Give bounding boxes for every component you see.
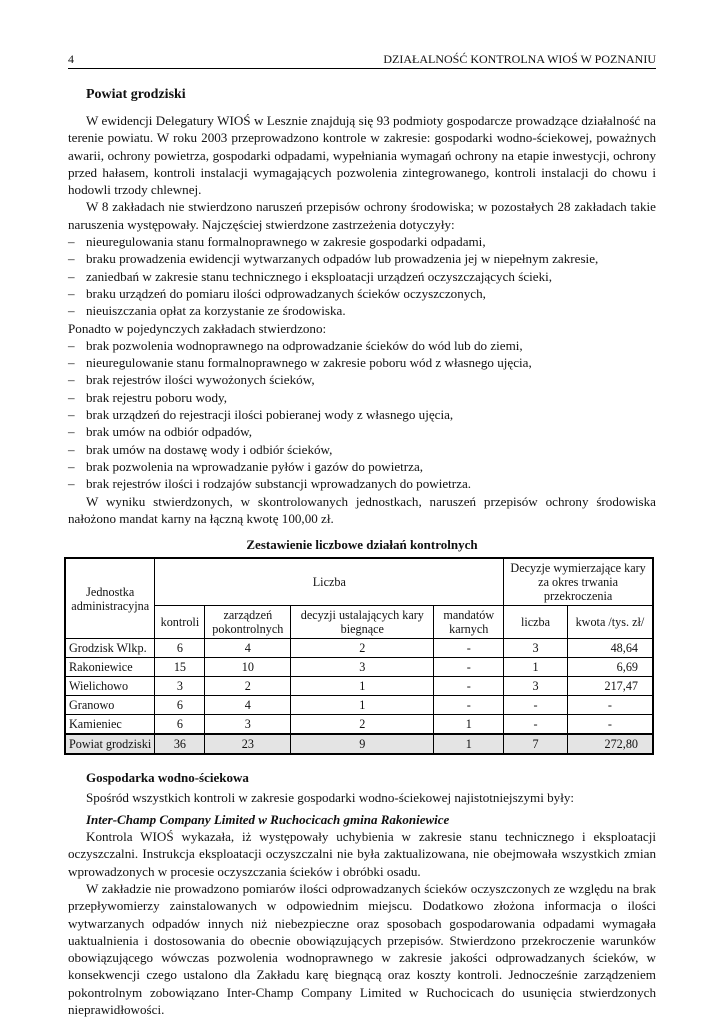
cell-decyzji: 1 — [291, 677, 434, 696]
table-row — [65, 658, 653, 677]
company-heading: Inter-Champ Company Limited w Ruchocicach gmina Rakoniewice — [86, 811, 450, 827]
col-header-kwota: kwota /tys. zł/ — [567, 606, 653, 639]
col-header-decyzji: decyzji ustalających kary biegnące — [291, 606, 434, 639]
cell-name: Powiat grodziski — [65, 734, 155, 754]
cell-decyzji: 9 — [291, 734, 434, 754]
cell-kwota: 272,80 — [567, 734, 653, 754]
cell-zarzadzen: 4 — [205, 639, 291, 658]
cell-liczba: 1 — [504, 658, 568, 677]
cell-mandatow: - — [434, 639, 504, 658]
cell-decyzji: 2 — [291, 639, 434, 658]
violations-list — [68, 233, 656, 319]
list-item: – brak pozwolenia wodnoprawnego na odprowadzanie ścieków do wód lub do ziemi, — [68, 337, 656, 354]
cell-mandatow: - — [434, 677, 504, 696]
cell-kwota: - — [567, 696, 653, 715]
cell-name: Grodzisk Wlkp. — [65, 639, 155, 658]
cell-decyzji: 3 — [291, 658, 434, 677]
summary-table — [64, 557, 654, 755]
page-content — [68, 86, 656, 1018]
list-item: – brak rejestru poboru wody, — [68, 389, 656, 406]
cell-zarzadzen: 4 — [205, 696, 291, 715]
list-item: – brak rejestrów ilości i rodzajów substancji wprowadzanych do powietrza. — [68, 475, 656, 492]
cell-liczba: - — [504, 715, 568, 735]
col-header-mandatow: mandatów karnych — [434, 606, 504, 639]
paragraph: W 8 zakładach nie stwierdzono naruszeń przepisów ochrony środowiska; w pozostałych 28 zakładach takie naruszenia występowały. Najczęściej stwierdzone zastrzeżenia dotyczyły: — [68, 199, 656, 232]
table-row — [65, 696, 653, 715]
cell-zarzadzen: 2 — [205, 677, 291, 696]
additional-findings-list — [68, 337, 656, 493]
cell-kwota: - — [567, 715, 653, 735]
cell-decyzji: 1 — [291, 696, 434, 715]
cell-liczba: 3 — [504, 677, 568, 696]
cell-kwota: 48,64 — [567, 639, 653, 658]
cell-name: Rakoniewice — [65, 658, 155, 677]
cell-name: Granowo — [65, 696, 155, 715]
list-item: – nieuregulowanie stanu formalnoprawnego w zakresie poboru wód z własnego ujęcia, — [68, 354, 656, 371]
list-item: – zaniedbań w zakresie stanu technicznego i eksploatacji urządzeń oczyszczających ścieki, — [68, 268, 656, 285]
cell-kontroli: 6 — [155, 639, 205, 658]
cell-liczba: 7 — [504, 734, 568, 754]
cell-kontroli: 36 — [155, 734, 205, 754]
col-header-kontroli: kontroli — [155, 606, 205, 639]
col-header-liczba: Liczba — [155, 558, 504, 606]
section-heading-gospodarka: Gospodarka wodno-ściekowa — [86, 770, 249, 786]
list-item: – braku urządzeń do pomiaru ilości odprowadzanych ścieków oczyszczonych, — [68, 285, 656, 302]
cell-zarzadzen: 10 — [205, 658, 291, 677]
cell-name: Kamieniec — [65, 715, 155, 735]
cell-mandatow: 1 — [434, 734, 504, 754]
cell-kwota: 6,69 — [567, 658, 653, 677]
cell-kontroli: 15 — [155, 658, 205, 677]
page-header — [68, 52, 656, 69]
table-header-row — [65, 558, 653, 606]
cell-kontroli: 6 — [155, 696, 205, 715]
page-number: 4 — [68, 52, 74, 66]
list-item: – brak rejestrów ilości wywożonych ścieków, — [68, 371, 656, 388]
paragraph: Spośród wszystkich kontroli w zakresie gospodarki wodno-ściekowej najistotniejszymi były: — [86, 790, 575, 806]
table-row — [65, 677, 653, 696]
table-total-row — [65, 734, 653, 754]
cell-kwota: 217,47 — [567, 677, 653, 696]
paragraph: Kontrola WIOŚ wykazała, iż występowały uchybienia w zakresie stanu technicznego i eksploatacji oczyszczalni. Instrukcja eksploatacji oczyszczalni nie była zaktualizowana, nie obejmowała wszystkich zmian wprowadzonych w procesie oczyszczania ścieków i obróbki osadu. — [68, 829, 656, 879]
cell-mandatow: - — [434, 658, 504, 677]
paragraph: W zakładzie nie prowadzono pomiarów ilości odprowadzanych ścieków oczyszczonych ze względu na brak przepływomierzy zainstalowanych w odpowiednim miejscu. Dodatkowo złożona informacja o ilości wytwarzanych odpadów innych niż niebezpieczne oraz sposobach gospodarowania odpadami wymagała uaktualnienia i dostosowania do obecnie obowiązujących przepisów. Stwierdzono przekroczenie warunków obowiązującego wówczas pozwolenia wodnoprawnego w zakresie jakości odprowadzanych ścieków, w konsekwencji czego ustalono dla Zakładu karę biegnącą oraz koszty kontroli. Jednocześnie zarządzeniem pokontrolnym zobowiązano Inter-Champ Company Limited w Ruchocicach do usunięcia stwierdzonych nieprawidłowości. — [68, 880, 656, 1017]
cell-liczba: 3 — [504, 639, 568, 658]
cell-name: Wielichowo — [65, 677, 155, 696]
list-item: – brak umów na odbiór odpadów, — [68, 423, 656, 440]
paragraph: W ewidencji Delegatury WIOŚ w Lesznie znajdują się 93 podmioty gospodarcze prowadzące działalność na terenie powiatu. W roku 2003 przeprowadzono kontrole w zakresie: gospodarki wodno-ściekowej, poważnych awarii, ochrony powietrza, gospodarki odpadami, wypełniania wymagań ochrony na etapie inwestycji, ochrony przed hałasem, kontroli instalacji wymagających pozwolenia zintegrowanego, kontroli instalacji do chowu i hodowli trzody chlewnej. — [68, 113, 656, 198]
table-title: Zestawienie liczbowe działań kontrolnych — [246, 537, 478, 553]
cell-mandatow: - — [434, 696, 504, 715]
table-row — [65, 715, 653, 735]
list-item: – brak pozwolenia na wprowadzanie pyłów i gazów do powietrza, — [68, 458, 656, 475]
list-item: – nieuiszczania opłat za korzystanie ze środowiska. — [68, 302, 656, 319]
table-row — [65, 639, 653, 658]
cell-liczba: - — [504, 696, 568, 715]
cell-kontroli: 3 — [155, 677, 205, 696]
list-item: – braku prowadzenia ewidencji wytwarzanych odpadów lub prowadzenia jej w niepełnym zakresie, — [68, 250, 656, 267]
col-header-decyzje-kary: Decyzje wymierzające kary za okres trwania przekroczenia — [504, 558, 653, 606]
cell-kontroli: 6 — [155, 715, 205, 735]
paragraph: Ponadto w pojedynczych zakładach stwierdzono: — [68, 320, 327, 336]
col-header-liczba2: liczba — [504, 606, 568, 639]
cell-zarzadzen: 3 — [205, 715, 291, 735]
list-item: – nieuregulowania stanu formalnoprawnego w zakresie gospodarki odpadami, — [68, 233, 656, 250]
cell-mandatow: 1 — [434, 715, 504, 735]
list-item: – brak umów na dostawę wody i odbiór ścieków, — [68, 441, 656, 458]
list-item: – brak urządzeń do rejestracji ilości pobieranej wody z własnego ujęcia, — [68, 406, 656, 423]
cell-zarzadzen: 23 — [205, 734, 291, 754]
paragraph: W wyniku stwierdzonych, w skontrolowanych jednostkach, naruszeń przepisów ochrony środowiska nałożono mandat karny na łączną kwotę 100,00 zł. — [68, 493, 656, 526]
col-header-unit: Jednostka administracyjna — [65, 558, 155, 639]
running-title: DZIAŁALNOŚĆ KONTROLNA WIOŚ W POZNANIU — [383, 52, 656, 66]
cell-decyzji: 2 — [291, 715, 434, 735]
col-header-zarzadzen: zarządzeń pokontrolnych — [205, 606, 291, 639]
section-heading-powiat: Powiat grodziski — [86, 87, 186, 102]
